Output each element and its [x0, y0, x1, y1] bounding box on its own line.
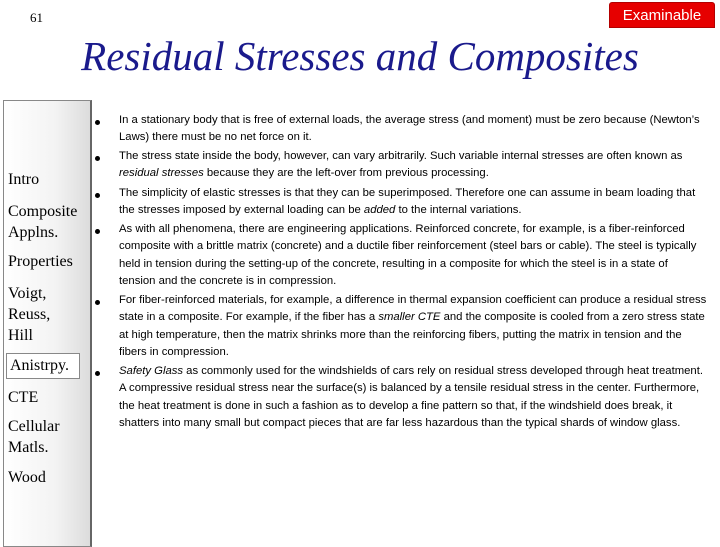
bullet-icon	[95, 371, 100, 376]
page-number: 61	[30, 10, 43, 25]
bullet-text: For fiber-reinforced materials, for example, a difference in thermal expansion coefficient can produce a residual stress state in a composite. For example, if the fiber has a smaller CTE and the composite is cooled from a zero stress state at high temperature, then the matrix shrinks more than the reinforcing fibers, putting the matrix in tension and the fibers in compression.	[119, 294, 707, 358]
bullet-icon	[95, 300, 100, 305]
sidebar-item-intro[interactable]: Intro	[8, 171, 40, 188]
emphasis-text: smaller CTE	[378, 311, 441, 324]
emphasis-text: residual stresses	[119, 167, 204, 180]
sidebar-item-voigt-reuss-hill[interactable]: Voigt, Reuss, Hill	[8, 285, 51, 344]
sidebar-item-composite-applns[interactable]: Composite Applns.	[8, 203, 78, 241]
bullet-text: As with all phenomena, there are engineering applications. Reinforced concrete, for example, is a fiber-reinforced composite with a brittle matrix (concrete) and a ductile fiber reinforcement (steel bars or cable). The steel is typically held in tension during the setting-up of the concrete, resulting in a composite for which the steel is in a state of tension and the concrete is in compression.	[119, 223, 697, 287]
sidebar-nav	[3, 100, 92, 547]
bullet-icon	[95, 120, 100, 125]
emphasis-text: Safety Glass	[119, 365, 184, 377]
bullet-text: The stress state inside the body, however, can vary arbitrarily. Such variable internal stresses are often known as residual stresses because they are the left-over from previous processing.	[119, 150, 683, 180]
bullet-text: The simplicity of elastic stresses is that they can be superimposed. Therefore one can assume in beam loading that the stresses imposed by external loading can be added to the internal variations.	[119, 187, 696, 217]
bullet-text: In a stationary body that is free of external loads, the average stress (and moment) must be zero because (Newton’s Laws) there must be no net force on it.	[119, 114, 700, 144]
bullet-icon	[95, 156, 100, 161]
sidebar-item-properties[interactable]: Properties	[8, 253, 73, 270]
examinable-badge: Examinable	[609, 2, 715, 28]
sidebar-item-cte[interactable]: CTE	[8, 389, 39, 406]
emphasis-text: added	[363, 204, 396, 217]
page-title: Residual Stresses and Composites	[81, 33, 639, 79]
bullet-icon	[95, 193, 100, 198]
sidebar-item-anistrpy[interactable]: Anistrpy.	[6, 353, 80, 379]
sidebar-item-wood[interactable]: Wood	[8, 469, 46, 486]
bullet-text: Safety Glass as commonly used for the windshields of cars rely on residual stress developed through heat treatment. A compressive residual stress near the surface(s) is balanced by a tensile residual stress in the center. Furthermore, the heat treatment is done in such a fashion as to develop a fine pattern so that, if the windshield does break, it shatters into many small but compact pieces that are far less hazardous than the typical shards of window glass.	[119, 365, 703, 429]
bullet-icon	[95, 229, 100, 234]
sidebar-item-cellular-matls[interactable]: Cellular Matls.	[8, 418, 60, 456]
